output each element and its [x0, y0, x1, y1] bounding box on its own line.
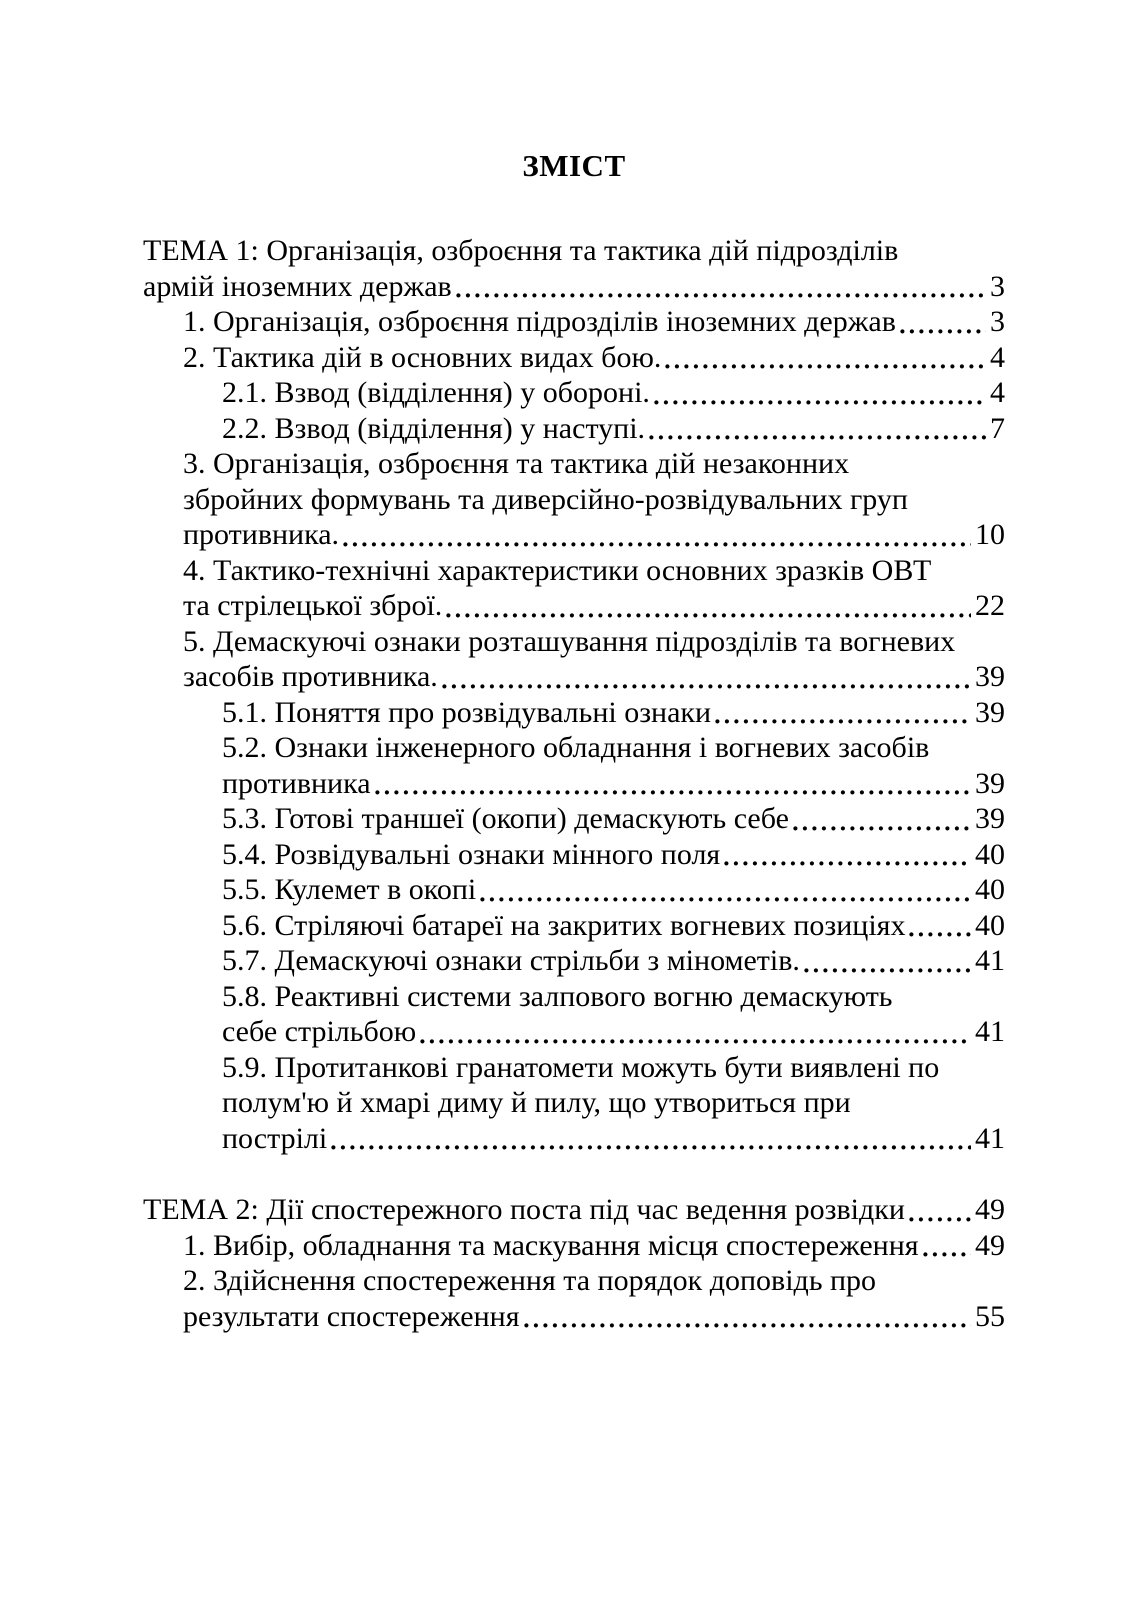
toc-entry-text: 2.2. Взвод (відділення) у наступі. — [222, 411, 646, 445]
toc-page-number: 55 — [975, 1299, 1005, 1333]
toc-page-number: 7 — [990, 411, 1005, 445]
toc-leader-dots — [339, 517, 975, 553]
page-title: ЗМІСТ — [522, 148, 626, 183]
toc-entry-last-line — [222, 872, 1005, 908]
toc-entry-text: 2.1. Взвод (відділення) у обороні. — [222, 376, 650, 409]
toc-entry-text: противника — [222, 766, 371, 800]
toc-entry — [183, 1228, 1005, 1264]
toc-entry-line: 4. Тактико-технічні характеристики основних зразків ОВТ — [183, 553, 932, 587]
toc-leader-dots — [371, 766, 975, 802]
toc-entry — [222, 1050, 1005, 1157]
toc-leader-dots — [327, 1121, 975, 1157]
toc-entry-text: 1. Вибір, обладнання та маскування місця спостереження — [183, 1228, 919, 1262]
toc-page-number: 22 — [975, 589, 1005, 622]
toc-page-number: 41 — [975, 1015, 1005, 1048]
toc-entry-last-line — [222, 766, 1005, 802]
toc-entry-last-line — [222, 1121, 1005, 1157]
toc-page-number: 4 — [990, 376, 1005, 409]
toc-leader-dots — [520, 1299, 975, 1335]
toc-entry-last-line — [222, 801, 1005, 837]
toc-entry-text: 5.5. Кулемет в окопі — [222, 873, 477, 906]
toc-leader-dots — [452, 269, 990, 305]
toc-entry-text: 5.1. Поняття про розвідувальні ознаки — [222, 695, 712, 729]
toc-entry-text: засобів противника. — [183, 660, 438, 693]
toc-entry-text: 5.3. Готові траншеї (окопи) демаскують себе — [222, 802, 789, 835]
toc-entry-last-line — [183, 304, 1005, 340]
toc-entry-last-line — [143, 1192, 1005, 1228]
toc-entry — [222, 801, 1005, 837]
toc-leader-dots — [720, 837, 975, 873]
toc-leader-dots — [919, 1228, 975, 1264]
toc-entry-last-line — [222, 908, 1005, 944]
toc-entry-text: себе стрільбою — [222, 1015, 417, 1048]
toc-content — [143, 146, 1005, 1334]
toc-entry — [183, 1263, 1005, 1334]
toc-entry-text: противника. — [183, 518, 340, 551]
toc-entry-text: 5.7. Демаскуючі ознаки стрільби з мінометів. — [222, 944, 800, 977]
toc-entry-text: 1. Організація, озброєння підрозділів іноземних держав — [183, 305, 896, 338]
toc-entry-text: 5.6. Стріляючі батареї на закритих вогневих позиціях — [222, 908, 906, 942]
toc-entry-last-line — [183, 1228, 1005, 1264]
toc-entry — [222, 411, 1005, 447]
toc-entry — [222, 695, 1005, 731]
toc-leader-dots — [438, 659, 975, 695]
toc-page-number: 4 — [990, 340, 1005, 374]
toc-leader-dots — [416, 1014, 975, 1050]
toc-page-number: 41 — [975, 1121, 1005, 1155]
toc-entry — [222, 375, 1005, 411]
toc-leader-dots — [896, 304, 990, 340]
toc-leader-dots — [645, 411, 990, 447]
toc-leader-dots — [905, 1192, 975, 1228]
toc-page-number: 40 — [975, 873, 1005, 906]
toc-entry-last-line — [183, 1299, 1005, 1335]
toc-entry-last-line — [183, 517, 1005, 553]
toc-entry-last-line — [222, 837, 1005, 873]
toc-entry-text: пострілі — [222, 1121, 328, 1155]
toc-entry-last-line — [183, 659, 1005, 695]
toc-entry — [222, 730, 1005, 801]
toc-entry-last-line — [222, 943, 1005, 979]
toc-entry — [222, 908, 1005, 944]
toc-entry-last-line — [222, 375, 1005, 411]
toc-page-number: 40 — [975, 837, 1005, 871]
toc-leader-dots — [442, 588, 975, 624]
toc-page-number: 39 — [975, 802, 1005, 835]
toc-entry — [183, 553, 1005, 624]
toc-page-number: 40 — [975, 908, 1005, 942]
toc-entry-text: та стрілецької зброї. — [183, 589, 443, 622]
toc-entry-line: 5.2. Ознаки інженерного обладнання і вогневих засобів — [222, 731, 930, 764]
toc-entry-line: полум'ю й хмарі диму й пилу, що утвориться при — [222, 1086, 851, 1119]
toc-entry-last-line — [183, 340, 1005, 376]
toc-entry-text: армій іноземних держав — [143, 269, 452, 303]
toc-entry — [143, 1192, 1005, 1228]
toc-page-number: 3 — [990, 305, 1005, 338]
toc-leader-dots — [789, 801, 975, 837]
toc-entry-last-line — [183, 588, 1005, 624]
toc-entry-line: 2. Здійснення спостереження та порядок доповідь про — [183, 1264, 877, 1297]
toc-leader-dots — [661, 340, 990, 376]
toc-page-number: 39 — [975, 766, 1005, 800]
toc-leader-dots — [800, 943, 975, 979]
toc-entry — [222, 837, 1005, 873]
toc-entry — [183, 446, 1005, 553]
toc-entry — [222, 979, 1005, 1050]
toc-leader-dots — [905, 908, 975, 944]
toc-entry-line: 5.9. Протитанкові гранатомети можуть бути виявлені по — [222, 1050, 940, 1084]
toc-list — [143, 233, 1005, 1334]
toc-page-number: 39 — [975, 660, 1005, 693]
toc-leader-dots — [711, 695, 975, 731]
toc-entry-last-line — [222, 411, 1005, 447]
toc-entry — [183, 624, 1005, 695]
toc-entry-line: збройних формувань та диверсійно-розвідувальних груп — [183, 482, 908, 516]
toc-page-number: 49 — [975, 1193, 1005, 1226]
toc-entry — [222, 943, 1005, 979]
toc-page-number: 41 — [975, 944, 1005, 977]
toc-entry-line: 5. Демаскуючі ознаки розташування підрозділів та вогневих — [183, 624, 956, 658]
toc-entry — [143, 233, 1005, 304]
toc-page-number: 3 — [990, 269, 1005, 303]
toc-entry — [183, 304, 1005, 340]
toc-entry — [183, 340, 1005, 376]
toc-leader-dots — [476, 872, 975, 908]
toc-entry-line: 5.8. Реактивні системи залпового вогню демаскують — [222, 979, 893, 1013]
toc-entry-last-line — [143, 269, 1005, 305]
toc-page-number: 10 — [975, 518, 1005, 551]
toc-entry-text: результати спостереження — [183, 1299, 520, 1333]
toc-entry-text: 5.4. Розвідувальні ознаки мінного поля — [222, 837, 721, 871]
toc-entry-text: ТЕМА 2: Дії спостережного поста під час ведення розвідки — [143, 1193, 905, 1226]
toc-page-number: 39 — [975, 695, 1005, 729]
toc-entry — [222, 872, 1005, 908]
toc-page-number: 49 — [975, 1228, 1005, 1262]
toc-entry-line: 3. Організація, озброєння та тактика дій незаконних — [183, 447, 850, 480]
toc-leader-dots — [650, 375, 990, 411]
toc-entry-text: 2. Тактика дій в основних видах бою. — [183, 340, 662, 374]
toc-entry-last-line — [222, 1014, 1005, 1050]
toc-entry-line: ТЕМА 1: Організація, озброєння та тактика дій підрозділів — [143, 234, 899, 267]
toc-entry-last-line — [222, 695, 1005, 731]
